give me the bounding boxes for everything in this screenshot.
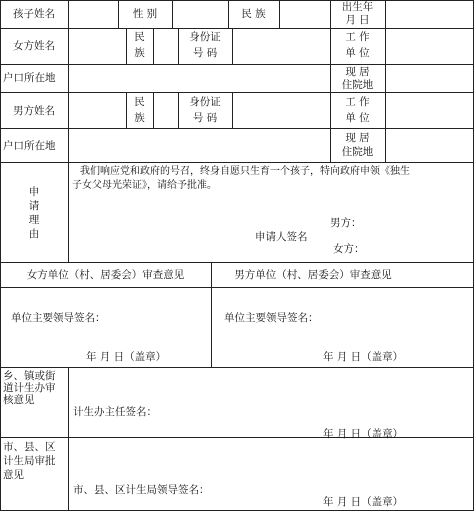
- wife-hukou-label: 户口所在地: [3, 72, 56, 84]
- husband-id-label-line1: 身份证: [189, 96, 221, 108]
- birth-date-label-line2: 月 日: [345, 14, 370, 26]
- wife-residence-label-line1: 现 居: [345, 66, 370, 78]
- wife-unit-date-line: 年 月 日（盖章）: [86, 351, 167, 363]
- husband-ethnicity-label-line1: 民: [134, 96, 145, 108]
- husband-work-label-line1: 工 作: [345, 96, 370, 108]
- husband-ethnicity-label-line2: 族: [134, 112, 145, 124]
- birth-date-label-line1: 出生年: [341, 1, 374, 13]
- wife-ethnicity-label-line2: 族: [134, 47, 145, 59]
- husband-unit-date-line: 年 月 日（盖章）: [323, 351, 404, 363]
- ethnicity-label: 民 族: [241, 8, 266, 20]
- wife-work-label-line1: 工 作: [345, 31, 370, 43]
- reason-label-char-1: 申: [28, 186, 40, 198]
- child-name-label: 孩子姓名: [13, 8, 55, 20]
- husband-hukou-label: 户口所在地: [3, 140, 56, 152]
- application-statement-line2: 子女父母光荣证》，请给予批准。: [72, 180, 217, 191]
- female-signature-label: 女方：: [333, 243, 365, 255]
- reason-label-char-3: 理: [28, 214, 40, 226]
- town-review-label-line2: 道计生办审: [3, 382, 56, 394]
- husband-unit-leader-sign-label: 单位主要领导签名：: [224, 312, 319, 324]
- wife-unit-review-header: 女方单位（村、居委会）审查意见: [26, 269, 185, 281]
- wife-name-label: 女方姓名: [13, 40, 55, 52]
- wife-id-label-line2: 号 码: [192, 47, 218, 59]
- male-signature-label: 男方：: [330, 217, 362, 229]
- reason-label-char-2: 请: [28, 200, 40, 212]
- husband-name-label: 男方姓名: [13, 105, 55, 117]
- wife-work-label-line2: 单 位: [345, 47, 370, 59]
- county-review-date-line: 年 月 日（盖章）: [323, 496, 404, 508]
- county-review-label-line1: 市、县、区: [3, 441, 56, 453]
- town-director-sign-label: 计生办主任签名：: [73, 406, 157, 418]
- town-review-label-line1: 乡、镇或街: [3, 370, 56, 382]
- reason-label-char-4: 由: [28, 228, 40, 240]
- town-review-date-line: 年 月 日（盖章）: [323, 428, 404, 440]
- husband-id-label-line2: 号 码: [192, 112, 218, 124]
- husband-unit-review-header: 男方单位（村、居委会）审查意见: [234, 269, 392, 281]
- application-statement-line1: 我们响应党和政府的号召，终身自愿只生育一个孩子，特向政府申领《独生: [80, 166, 410, 177]
- county-review-label-line2: 计生局审批: [3, 455, 56, 467]
- wife-ethnicity-label-line1: 民: [134, 31, 145, 43]
- applicant-signature-label: 申请人签名: [255, 231, 308, 243]
- husband-residence-label-line2: 住院地: [341, 146, 374, 158]
- town-review-label-line3: 核意见: [3, 394, 35, 406]
- wife-residence-label-line2: 住院地: [341, 79, 374, 91]
- county-leader-sign-label: 市、县、区计生局领导签名：: [73, 484, 210, 496]
- husband-residence-label-line1: 现 居: [345, 132, 370, 144]
- county-review-label-line3: 意见: [3, 469, 24, 481]
- wife-id-label-line1: 身份证: [189, 31, 221, 43]
- gender-label: 性 别: [132, 8, 158, 20]
- husband-work-label-line2: 单 位: [345, 112, 370, 124]
- wife-unit-leader-sign-label: 单位主要领导签名：: [11, 312, 106, 324]
